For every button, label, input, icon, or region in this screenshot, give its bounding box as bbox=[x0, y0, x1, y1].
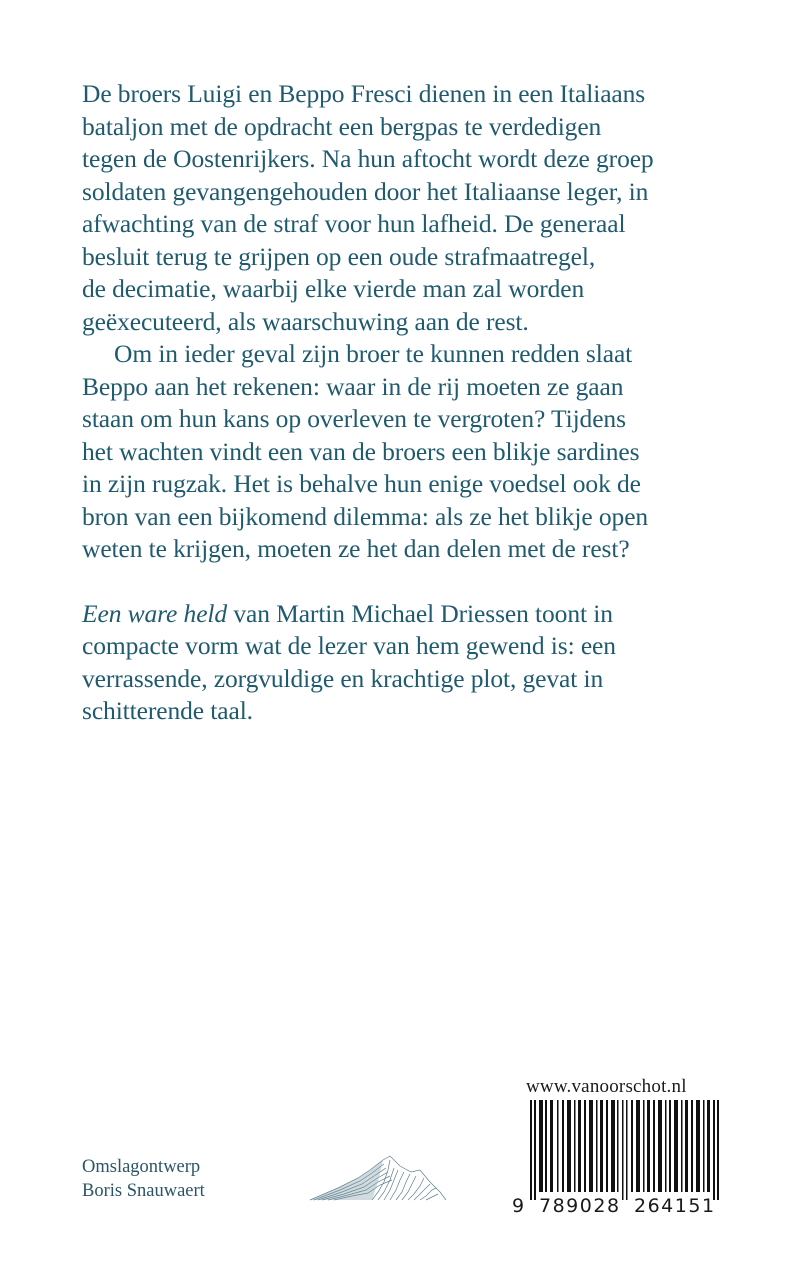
book-title-italic: Een ware held bbox=[82, 598, 228, 628]
isbn-lead-digit: 9 bbox=[512, 1195, 526, 1217]
blurb-line: het wachten vindt een van de broers een blikje sardines bbox=[82, 436, 640, 466]
blurb-line: De broers Luigi en Beppo Fresci dienen in een Italiaans bbox=[82, 79, 646, 108]
back-cover-blurb bbox=[82, 78, 732, 728]
cover-design-credit bbox=[82, 1155, 205, 1203]
blurb-line: tegen de Oostenrijkers. Na hun aftocht wordt deze groep bbox=[82, 144, 654, 173]
blurb-line: Beppo aan het rekenen: waar in de rij moeten ze gaan bbox=[82, 371, 624, 401]
blurb-line: bron van een bijkomend dilemma: als ze het blikje open bbox=[82, 501, 649, 531]
blurb-line: soldaten gevangengehouden door het Italiaanse leger, in bbox=[82, 176, 649, 206]
blurb-line: bataljon met de opdracht een bergpas te verdedigen bbox=[82, 111, 602, 141]
isbn-barcode bbox=[512, 1076, 727, 1221]
publisher-website: www.vanoorschot.nl bbox=[526, 1076, 687, 1097]
barcode-bars bbox=[512, 1100, 727, 1200]
blurb-paragraph-1 bbox=[82, 78, 732, 338]
isbn-group-2: 264151 bbox=[634, 1195, 716, 1217]
credit-role: Omslagontwerp bbox=[82, 1157, 201, 1177]
blurb-line: de decimatie, waarbij elke vierde man zal worden bbox=[82, 274, 585, 303]
blurb-line: afwachting van de straf voor hun lafheid. De generaal bbox=[82, 209, 626, 238]
credit-name: Boris Snauwaert bbox=[82, 1181, 205, 1201]
blurb-line: besluit terug te grijpen op een oude strafmaatregel, bbox=[82, 241, 596, 271]
blurb-line: verrassende, zorgvuldige en krachtige plot, gevat in bbox=[82, 663, 604, 693]
blurb-line: van Martin Michael Driessen toont in bbox=[227, 598, 613, 628]
blurb-line: schitterende taal. bbox=[82, 696, 253, 725]
blurb-line: Om in ieder geval zijn broer te kunnen redden slaat bbox=[114, 339, 633, 368]
blurb-line: compacte vorm wat de lezer van hem gewend is: een bbox=[82, 631, 616, 660]
blurb-paragraph-3 bbox=[82, 598, 732, 728]
blurb-paragraph-2 bbox=[82, 338, 732, 566]
blurb-line: weten te krijgen, moeten ze het dan delen met de rest? bbox=[82, 534, 630, 563]
blurb-line: in zijn rugzak. Het is behalve hun enige voedsel ook de bbox=[82, 469, 641, 498]
blurb-line: staan om hun kans op overleven te vergroten? Tijdens bbox=[82, 404, 626, 433]
blurb-line: geëxecuteerd, als waarschuwing aan de rest. bbox=[82, 306, 529, 336]
isbn-group-1: 789028 bbox=[539, 1195, 621, 1217]
mountain-logo-icon bbox=[308, 1152, 448, 1202]
